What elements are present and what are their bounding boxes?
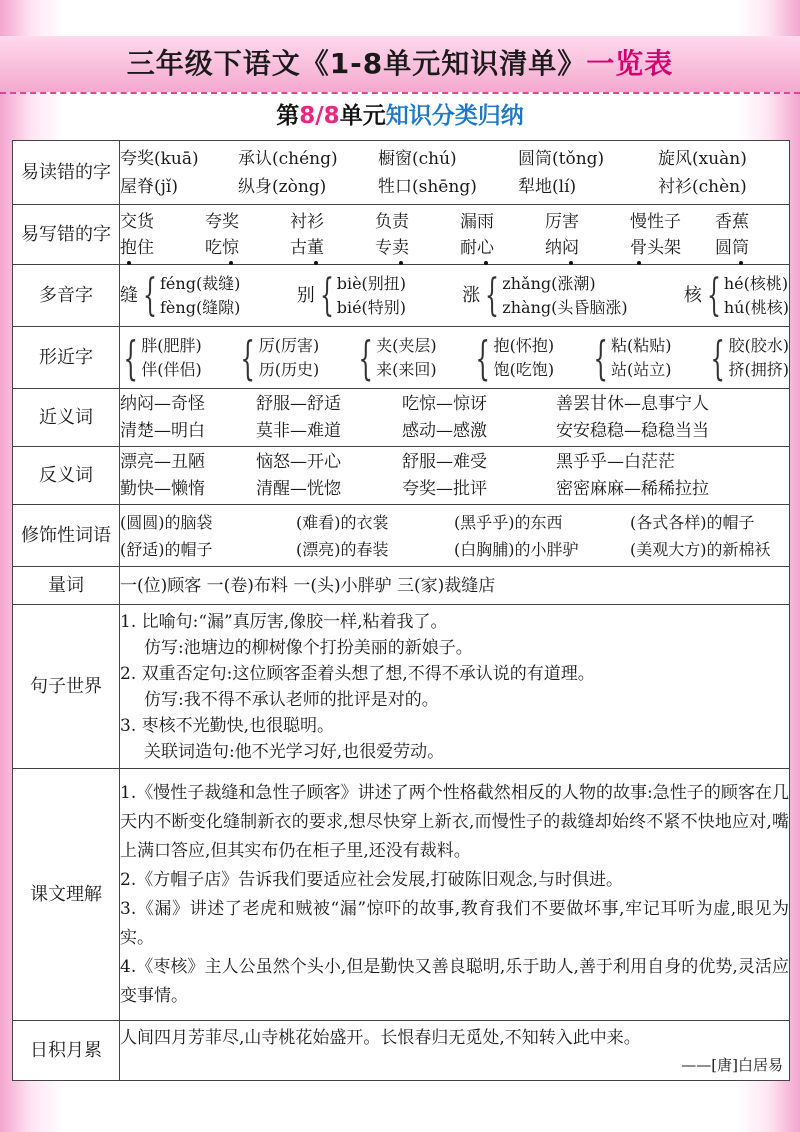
word-pair: 感动—感激 <box>402 420 487 441</box>
row-easy-write <box>13 205 790 265</box>
title-banner <box>0 36 800 92</box>
word-pair: 密密麻麻—稀稀拉拉 <box>556 478 709 499</box>
paragraph: 3.《漏》讲述了老虎和贼被“漏”惊吓的故事,教育我们不要做坏事,牢记耳听为虚,眼见为实。 <box>120 898 789 948</box>
poem: 人间四月芳菲尽,山寺桃花始盛开。长恨春归无觅处,不知转入此中来。 <box>120 1027 641 1048</box>
word-pair: 恼怒—开心 <box>256 451 341 472</box>
reading: hú(桃核) <box>723 297 789 317</box>
brace-mark: { <box>706 269 721 321</box>
row-label: 句子世界 <box>13 605 120 769</box>
polyphone-group <box>120 269 241 321</box>
row-accumulate <box>13 1021 790 1081</box>
word-item: 负责 <box>375 211 409 232</box>
row-sentences <box>13 605 790 769</box>
understanding-text <box>120 779 789 1011</box>
knowledge-table <box>12 140 790 1081</box>
row-measure <box>13 567 790 605</box>
similar-item: 来(来回) <box>376 359 437 379</box>
similar-group <box>590 330 672 385</box>
word-item: 香蕉 <box>715 211 749 232</box>
word-item: 交货 <box>120 211 154 232</box>
word-item: 专卖 <box>375 235 460 261</box>
similar-pair <box>728 334 789 382</box>
row-easy-read <box>13 141 790 205</box>
word-pair: 善罢甘休—息事宁人 <box>556 393 709 414</box>
word-item: 屋脊(jǐ) <box>120 176 178 197</box>
row-label: 易写错的字 <box>13 205 120 265</box>
similar-group <box>120 330 202 385</box>
easy-read-list <box>120 146 789 200</box>
word-item: 圆筒(tǒng) <box>518 148 605 169</box>
word-item: 纳闷 <box>545 235 630 261</box>
unit-subtitle: 第8/8单元知识分类归纳 <box>276 103 524 129</box>
measure-words: 一(位)顾客 一(卷)布料 一(头)小胖驴 三(家)裁缝店 <box>120 575 496 596</box>
word-item: 衬衫 <box>290 211 324 232</box>
easy-write-list <box>120 209 789 235</box>
word-item: 骨头架 <box>630 235 715 261</box>
similar-group <box>472 330 555 385</box>
word-item: 耐心 <box>460 235 545 261</box>
polyphone-group <box>296 269 407 321</box>
similar-item: 挤(拥挤) <box>728 359 789 379</box>
brace-mark: { <box>143 269 157 321</box>
word-item: 漏雨 <box>460 211 494 232</box>
similar-item: 抱(怀抱) <box>493 335 555 355</box>
antonym-list <box>120 449 789 503</box>
brace-mark: { <box>358 330 373 385</box>
word-pair: 夸奖—批评 <box>402 478 487 499</box>
similar-item: 历(历史) <box>258 359 320 379</box>
word-item: 圆筒 <box>715 235 775 261</box>
similar-item: 夹(夹层) <box>376 335 437 355</box>
word-pair: 黑乎乎—白茫茫 <box>556 451 675 472</box>
word-pair: 漂亮—丑陋 <box>120 451 205 472</box>
modifier-phrase: (圆圆)的脑袋 <box>120 512 213 532</box>
word-item: 牲口(shēng) <box>378 176 477 197</box>
easy-write-list <box>120 235 789 261</box>
similar-item: 伴(伴侣) <box>141 359 202 379</box>
word-item: 抱住 <box>120 235 205 261</box>
sentence-line: 3. 枣核不光勤快,也很聪明。 <box>120 715 335 736</box>
word-item: 犁地(lí) <box>518 176 577 197</box>
polyphone-char: 核 <box>683 284 702 306</box>
polyphone-group <box>683 269 789 321</box>
modifier-phrase: (舒适)的帽子 <box>120 539 213 559</box>
word-item: 衬衫(chèn) <box>658 176 747 197</box>
sentence-line: 关联词造句:他不光学习好,也很爱劳动。 <box>144 741 445 762</box>
word-item: 承认(chéng) <box>238 148 338 169</box>
polyphone-group <box>462 269 628 321</box>
brace-mark: { <box>485 269 500 321</box>
similar-group <box>237 330 320 385</box>
row-label: 日积月累 <box>13 1021 120 1081</box>
emphasis-char: 卖 <box>392 235 409 261</box>
sentence-list <box>120 609 789 765</box>
row-modifiers <box>13 505 790 567</box>
polyphone-readings <box>160 272 240 320</box>
polyphone-readings <box>724 272 789 320</box>
word-pair: 纳闷—奇怪 <box>120 393 205 414</box>
row-antonyms <box>13 447 790 505</box>
similar-pair <box>259 334 320 382</box>
similar-pair <box>494 334 555 382</box>
sentence-line: 仿写:我不得不承认老师的批评是对的。 <box>144 689 439 710</box>
word-item: 旋风(xuàn) <box>658 148 747 169</box>
paragraph: 1.《慢性子裁缝和急性子顾客》讲述了两个性格截然相反的人物的故事:急性子的顾客在几天内不断变化缝制新衣的要求,想尽快穿上新衣,而慢性子的裁缝却始终不紧不快地应对,嘴上满口答应,但其实布仍在柜子里,还没有裁料。 <box>120 782 789 861</box>
paragraph: 4.《枣核》主人公虽然个头小,但是勤快又善良聪明,乐于助人,善于利用自身的优势,灵活应变事情。 <box>120 956 789 1006</box>
similar-item: 胖(肥胖) <box>141 335 202 355</box>
word-item: 吃惊 <box>205 235 290 261</box>
word-pair: 清楚—明白 <box>120 420 205 441</box>
word-item: 橱窗(chú) <box>378 148 457 169</box>
polyphone-char: 涨 <box>462 284 481 306</box>
sentence-line: 仿写:池塘边的柳树像个打扮美丽的新娘子。 <box>144 637 473 658</box>
sentence-line: 1. 比喻句:“漏”真厉害,像胶一样,粘着我了。 <box>120 611 448 632</box>
polyphone-readings <box>502 272 627 320</box>
similar-group <box>355 330 437 385</box>
emphasis-char: 筒 <box>732 235 749 261</box>
page-title: 三年级下语文《1-8单元知识清单》一览表 <box>126 47 674 80</box>
word-item: 纵身(zòng) <box>238 176 327 197</box>
similar-pair <box>141 334 202 382</box>
word-pair: 勤快—懒惰 <box>120 478 205 499</box>
row-label: 课文理解 <box>13 769 120 1021</box>
similar-char-list <box>120 330 789 385</box>
word-item: 夸奖 <box>205 211 239 232</box>
similar-item: 粘(粘贴) <box>611 335 672 355</box>
emphasis-char: 董 <box>307 235 324 261</box>
similar-group <box>707 330 789 385</box>
brace-mark: { <box>319 269 334 321</box>
brace-mark: { <box>475 330 491 385</box>
modifier-phrase: (难看)的衣裳 <box>296 512 389 532</box>
brace-mark: { <box>240 330 256 385</box>
row-label: 反义词 <box>13 447 120 505</box>
emphasis-char: 心 <box>477 235 494 261</box>
word-pair: 莫非—难道 <box>256 420 341 441</box>
emphasis-char: 抱 <box>120 235 137 261</box>
row-label: 易读错的字 <box>13 141 120 205</box>
reading: biè(别扭) <box>336 273 407 293</box>
row-label: 近义词 <box>13 389 120 447</box>
poem-author: ——[唐]白居易 <box>681 1055 783 1074</box>
brace-mark: { <box>123 330 138 385</box>
reading: hé(核桃) <box>723 273 789 293</box>
polyphone-list <box>120 269 789 321</box>
word-pair: 舒服—难受 <box>402 451 487 472</box>
synonym-list <box>120 391 789 445</box>
emphasis-char: 闷 <box>562 235 579 261</box>
row-label: 量词 <box>13 567 120 605</box>
reading: zhàng(头昏脑涨) <box>502 297 628 317</box>
row-similar <box>13 327 790 389</box>
word-item: 厉害 <box>545 211 579 232</box>
polyphone-char: 别 <box>296 284 315 306</box>
word-pair: 安安稳稳—稳稳当当 <box>556 420 709 441</box>
modifier-list <box>120 509 789 563</box>
paragraph: 2.《方帽子店》告诉我们要适应社会发展,打破陈旧观念,与时俱进。 <box>120 869 624 890</box>
sentence-line: 2. 双重否定句:这位顾客歪着头想了想,不得不承认说的有道理。 <box>120 663 595 684</box>
polyphone-readings <box>337 272 406 320</box>
row-understanding <box>13 769 790 1021</box>
brace-mark: { <box>710 330 726 385</box>
divider <box>0 92 800 94</box>
similar-pair <box>611 334 672 382</box>
row-label: 修饰性词语 <box>13 505 120 567</box>
brace-mark: { <box>593 330 608 385</box>
word-item: 古董 <box>290 235 375 261</box>
modifier-phrase: (漂亮)的春装 <box>296 539 389 559</box>
modifier-phrase: (美观大方)的新棉袄 <box>630 539 771 559</box>
emphasis-char: 惊 <box>222 235 239 261</box>
word-item: 夸奖(kuā) <box>120 148 199 169</box>
reading: fèng(缝隙) <box>160 297 241 317</box>
modifier-phrase: (白胸脯)的小胖驴 <box>454 539 579 559</box>
similar-item: 饱(吃饱) <box>493 359 555 379</box>
word-pair: 清醒—恍惚 <box>256 478 341 499</box>
row-polyphone <box>13 265 790 327</box>
similar-item: 厉(厉害) <box>258 335 320 355</box>
word-pair: 舒服—舒适 <box>256 393 341 414</box>
row-label: 形近字 <box>13 327 120 389</box>
reading: bié(特别) <box>336 297 407 317</box>
emphasis-char: 骨 <box>630 235 647 261</box>
similar-item: 站(站立) <box>611 359 672 379</box>
word-pair: 吃惊—惊讶 <box>402 393 487 414</box>
polyphone-char: 缝 <box>120 284 138 306</box>
word-item: 慢性子 <box>630 211 681 232</box>
modifier-phrase: (黑乎乎)的东西 <box>454 512 563 532</box>
reading: féng(裁缝) <box>160 273 241 293</box>
modifier-phrase: (各式各样)的帽子 <box>630 512 755 532</box>
reading: zhǎng(涨潮) <box>502 273 596 293</box>
row-label: 多音字 <box>13 265 120 327</box>
similar-pair <box>376 334 437 382</box>
similar-item: 胶(胶水) <box>728 335 789 355</box>
row-synonyms <box>13 389 790 447</box>
